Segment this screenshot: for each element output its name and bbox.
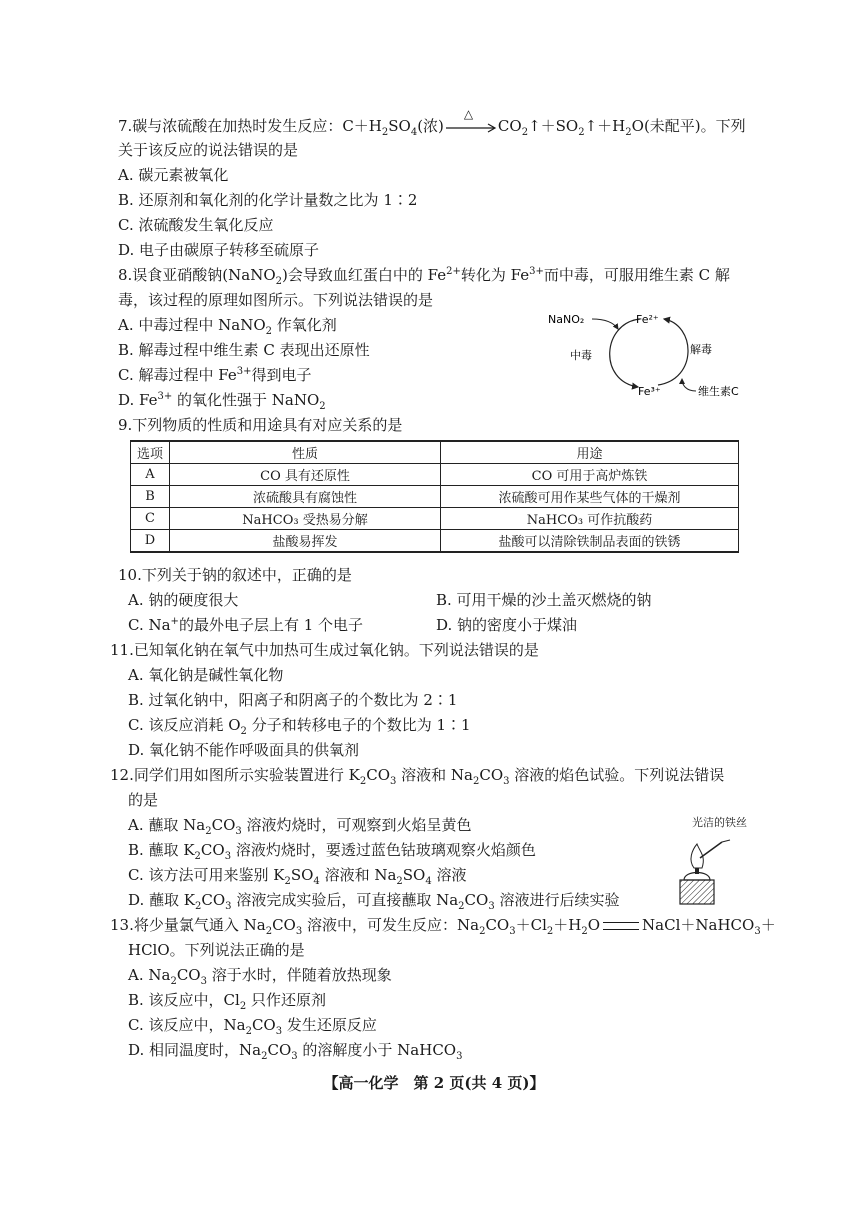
q10-option-b: B. 可用干燥的沙土盖灭燃烧的钠 — [436, 591, 652, 609]
q12-option-b: B. 蘸取 $K_2CO_3$ 溶液灼烧时，要透过蓝色钴玻璃观察火焰颜色 — [128, 841, 536, 862]
cell-use: 浓硫酸可用作某些气体的干燥剂 — [441, 486, 739, 508]
q12-option-a: A. 蘸取 $Na_2CO_3$ 溶液灼烧时，可观察到火焰呈黄色 — [128, 816, 472, 837]
q8-option-d: D. $Fe^{3+}$ 的氧化性强于 NaNO$_2$ — [118, 391, 326, 412]
label-vitc: 维生素C — [698, 385, 739, 398]
wire-handle — [700, 842, 722, 858]
lamp-stand — [680, 880, 714, 904]
cycle-arc-right — [658, 319, 688, 385]
q11-stem: 11.已知氧化钠在氧气中加热可生成过氧化钠。下列说法错误的是 — [110, 641, 539, 659]
table-header-row — [131, 441, 739, 464]
q12-stem-line1: 12.同学们用如图所示实验装置进行 $K_2CO_3$ 溶液和 $Na_2CO_3$ 溶液的焰色试验。下列说法错误 — [110, 766, 725, 787]
cell-use: NaHCO₃ 可作抗酸药 — [441, 508, 739, 530]
q7-stem-line2: 关于该反应的说法错误的是 — [118, 141, 299, 159]
q12-option-c: C. 该方法可用来鉴别 $K_2SO_4$ 溶液和 $Na_2SO_4$ 溶液 — [128, 866, 467, 887]
cell-option: D — [131, 530, 170, 553]
label-nano2: NaNO₂ — [548, 313, 585, 326]
table-row — [131, 464, 739, 486]
q10-option-c: C. Na+的最外电子层上有 1 个电子 — [128, 616, 364, 634]
nano2-arrow — [592, 319, 618, 329]
q9-stem: 9.下列物质的性质和用途具有对应关系的是 — [118, 416, 403, 434]
q11-option-d: D. 氧化钠不能作呼吸面具的供氧剂 — [128, 741, 360, 759]
q13-option-d: D. 相同温度时，$Na_2CO_3$ 的溶解度小于 NaHCO$_3$ — [128, 1041, 463, 1062]
q8-stem-line1: 8.误食亚硝酸钠(NaNO$_2$)会导致血红蛋白中的 $Fe^{2+}$转化为 $Fe^{3+}$而中毒，可服用维生素 C 解 — [118, 266, 730, 287]
q7-stem-line1: 7.碳与浓硫酸在加热时发生反应：$C+H_2SO_4$(浓) △ $CO_2↑+SO_2↑+H_2O$(未配平)。下列 — [118, 107, 746, 138]
q13-stem-line1: 13.将少量氯气通入 $Na_2CO_3$ 溶液中，可发生反应：$Na_2CO_3+Cl_2+H_2O$ NaCl＋NaHCO$_3$＋ — [110, 916, 776, 937]
heat-condition: △ — [463, 107, 474, 121]
q8-option-a: A. 中毒过程中 NaNO$_2$ 作氧化剂 — [118, 316, 337, 337]
label-detox: 解毒 — [690, 343, 712, 356]
header-property: 性质 — [170, 441, 441, 464]
cell-option: B — [131, 486, 170, 508]
heat-arrow — [444, 107, 498, 134]
q13-stem-line2: HClO。下列说法正确的是 — [128, 941, 305, 959]
wire-label: 光洁的铁丝 — [692, 816, 747, 829]
table-row — [131, 508, 739, 530]
q8-option-b: B. 解毒过程中维生素 C 表现出还原性 — [118, 341, 370, 359]
q8-stem-line2: 毒，该过程的原理如图所示。下列说法错误的是 — [118, 291, 434, 309]
lamp-wick — [695, 868, 699, 874]
q7-option-a: A. 碳元素被氧化 — [118, 166, 229, 184]
label-fe3: Fe³⁺ — [638, 385, 661, 398]
flame-test-apparatus — [670, 830, 750, 910]
header-use: 用途 — [441, 441, 739, 464]
header-option: 选项 — [131, 441, 170, 464]
q8-option-c: C. 解毒过程中 $Fe^{3+}$得到电子 — [118, 366, 312, 384]
equals-sign — [603, 922, 639, 930]
q10-option-d: D. 钠的密度小于煤油 — [436, 616, 578, 634]
page-footer: 【高一化学 第 2 页(共 4 页)】 — [323, 1074, 545, 1092]
table-row — [131, 530, 739, 553]
cell-property: NaHCO₃ 受热易分解 — [170, 508, 441, 530]
cell-use: 盐酸可以清除铁制品表面的铁锈 — [441, 530, 739, 553]
q7-option-c: C. 浓硫酸发生氧化反应 — [118, 216, 274, 234]
poison-detox-diagram — [540, 305, 760, 405]
q11-option-a: A. 氧化钠是碱性氧化物 — [128, 666, 284, 684]
q13-option-b: B. 该反应中，$Cl_2$ 只作还原剂 — [128, 991, 326, 1012]
q9-table — [130, 440, 739, 553]
q11-option-c: C. 该反应消耗 $O_2$ 分子和转移电子的个数比为 1∶1 — [128, 716, 471, 737]
table-row — [131, 486, 739, 508]
q10-stem: 10.下列关于钠的叙述中，正确的是 — [118, 566, 352, 584]
q11-option-b: B. 过氧化钠中，阳离子和阴离子的个数比为 2∶1 — [128, 691, 458, 709]
cell-option: C — [131, 508, 170, 530]
cell-use: CO 可用于高炉炼铁 — [441, 464, 739, 486]
label-fe2: Fe²⁺ — [636, 313, 659, 326]
q13-option-a: A. $Na_2CO_3$ 溶于水时，伴随着放热现象 — [128, 966, 392, 987]
cell-property: 浓硫酸具有腐蚀性 — [170, 486, 441, 508]
label-poison: 中毒 — [570, 349, 592, 362]
q7-option-b: B. 还原剂和氧化剂的化学计量数之比为 1∶2 — [118, 191, 418, 209]
cycle-arc-left — [610, 319, 640, 387]
cell-property: CO 具有还原性 — [170, 464, 441, 486]
q7-option-d: D. 电子由碳原子转移至硫原子 — [118, 241, 320, 259]
vitc-arrow — [682, 379, 696, 391]
cell-property: 盐酸易挥发 — [170, 530, 441, 553]
cell-option: A — [131, 464, 170, 486]
q12-option-d: D. 蘸取 $K_2CO_3$ 溶液完成实验后，可直接蘸取 $Na_2CO_3$ 溶液进行后续实验 — [128, 891, 620, 912]
wire-tip — [722, 840, 730, 842]
q10-option-a: A. 钠的硬度很大 — [128, 591, 239, 609]
q12-stem-line2: 的是 — [128, 791, 159, 809]
q13-option-c: C. 该反应中，$Na_2CO_3$ 发生还原反应 — [128, 1016, 377, 1037]
